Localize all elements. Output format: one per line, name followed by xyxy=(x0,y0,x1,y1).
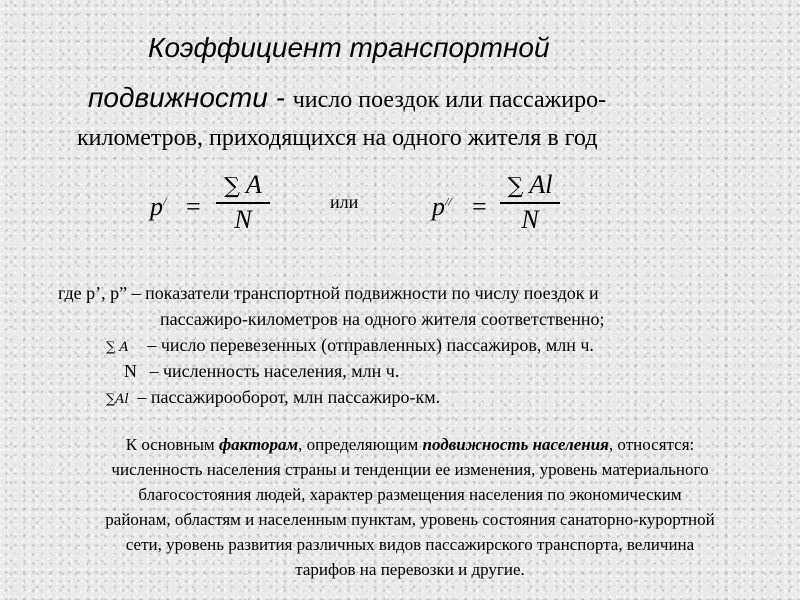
formula-trips xyxy=(150,170,280,250)
formula-passenger-km xyxy=(432,170,572,250)
definition-line-2: пассажиро-километров на одного жителя соответственно; xyxy=(160,309,605,329)
title-definition-line2: километров, приходящихся на одного жителя в год xyxy=(77,125,598,151)
fraction-bar xyxy=(500,202,560,204)
factors-line-1: К основным факторам, определяющим подвижность населения, относятся: xyxy=(125,435,695,454)
factors-line-2: численность населения страны и тенденции ее изменения, уровень материального xyxy=(111,460,709,479)
sigma-symbol: ∑ xyxy=(224,174,240,199)
factors-emphasis: факторам xyxy=(218,435,299,454)
factors-line-3: благосостояния людей, характер размещения населения по экономическим xyxy=(138,485,682,504)
formula1-fraction xyxy=(216,170,270,235)
formula1-lhs: p/ xyxy=(150,192,167,221)
title-dash: - xyxy=(267,82,293,113)
mobility-emphasis: подвижность населения xyxy=(422,435,609,454)
title-definition-line1: число поездок или пассажиро- xyxy=(292,87,607,113)
definition-line-1: где p’, p” – показатели транспортной подвижности по числу поездок и xyxy=(58,283,599,303)
formula2-lhs: p// xyxy=(432,192,452,221)
factors-line-4: районам, областям и населенным пунктам, уровень состояния санаторно-курортной xyxy=(105,510,715,529)
definition-line-3: ∑ A – число перевезенных (отправленных) пассажиров, млн ч. xyxy=(106,335,594,355)
factors-paragraph xyxy=(40,432,780,582)
sum-al-symbol: ∑Al xyxy=(106,392,129,407)
formula2-numerator: Al xyxy=(529,170,553,199)
formula1-numerator: A xyxy=(245,170,262,199)
formula2-fraction xyxy=(500,170,560,235)
definition-line-4: N – численность населения, млн ч. xyxy=(124,361,400,381)
formula1-equals: = xyxy=(186,192,201,221)
fraction-bar xyxy=(216,202,270,204)
title-term-line2: подвижности xyxy=(88,82,268,113)
formula2-equals: = xyxy=(472,192,487,221)
sum-a-symbol: ∑ A xyxy=(106,340,129,355)
factors-line-5: сети, уровень развития различных видов пассажирского транспорта, величина xyxy=(125,535,695,554)
n-symbol: N xyxy=(124,361,137,381)
formula2-denominator: N xyxy=(521,204,539,234)
or-label: или xyxy=(330,192,359,212)
definition-line-5: ∑Al – пассажирооборот, млн пассажиро-км. xyxy=(106,387,441,407)
factors-line-6: тарифов на перевозки и другие. xyxy=(295,560,525,579)
title-term-line1: Коэффициент транспортной xyxy=(148,32,550,63)
formula1-denominator: N xyxy=(234,204,252,234)
sigma-symbol: ∑ xyxy=(507,174,524,199)
title-line2 xyxy=(88,80,606,121)
